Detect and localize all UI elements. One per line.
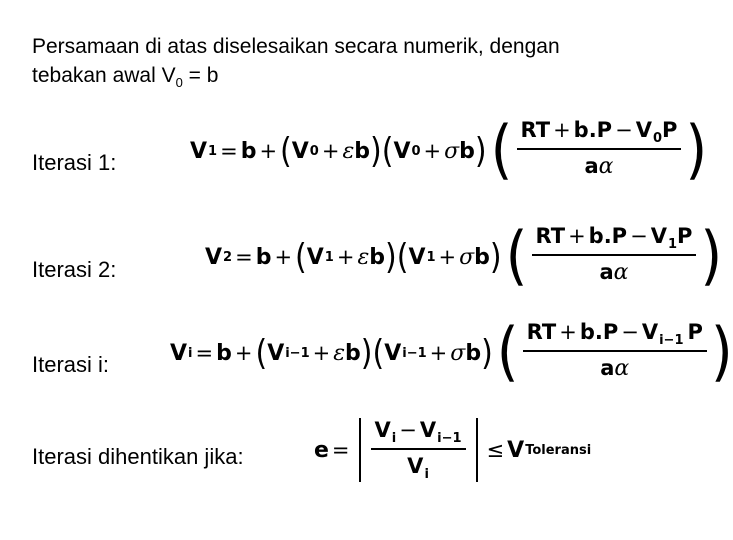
eq-rt: RT [520, 118, 551, 142]
eq-plus: + [423, 139, 442, 163]
eq-prev-subscript: 1 [667, 237, 677, 252]
label-iterasi-dihentikan: Iterasi dihentikan jika: [32, 444, 244, 469]
eq-tolerance-subscript: Toleransi [525, 442, 592, 458]
equation-iterasi-2 [205, 219, 723, 294]
eq-cur-subscript: i [391, 431, 397, 446]
intro-line-2 [32, 61, 560, 97]
eq-prev-subscript: i−1 [285, 345, 310, 361]
eq-plus: + [429, 341, 448, 365]
eq-big-lparen: ( [505, 219, 528, 294]
eq-rparen: ) [474, 130, 487, 172]
eq-big-lparen: ( [490, 113, 513, 188]
eq-rparen: ) [360, 332, 373, 374]
eq-var-v: V [291, 138, 309, 164]
eq-var-v: V [407, 454, 424, 478]
eq-prev-subscript: 0 [309, 143, 319, 159]
eq-var-v: V [267, 340, 285, 366]
eq-numerator [517, 118, 682, 148]
eq-var-v: V [641, 320, 659, 344]
eq-prev-subscript: 0 [411, 143, 421, 159]
eq-var-v: V [650, 224, 667, 248]
eq-var-v: V [190, 138, 208, 164]
eq-equals: = [220, 139, 238, 163]
eq-factor-1 [295, 236, 397, 278]
eq-denominator [584, 150, 613, 179]
eq-big-rparen: ) [685, 113, 708, 188]
eq-rparen: ) [489, 236, 502, 278]
eq-b: b [459, 138, 475, 164]
eq-minus: − [621, 320, 639, 344]
eq-fraction [532, 224, 697, 290]
eq-rt: RT [535, 224, 566, 248]
eq-bp: b.P [573, 118, 613, 142]
eq-prev-subscript: i−1 [402, 345, 427, 361]
eq-lhs-subscript: i [188, 345, 193, 361]
eq-lhs-subscript: 1 [208, 143, 218, 159]
eq-var-v: V [507, 437, 525, 463]
eq-epsilon: ε [342, 138, 355, 164]
eq-prev-subscript: 1 [324, 249, 334, 265]
eq-var-v: V [374, 418, 391, 442]
eq-equals: = [195, 341, 214, 365]
eq-var-v: V [393, 138, 411, 164]
eq-sigma: σ [459, 244, 475, 270]
eq-alpha: α [613, 260, 629, 285]
eq-plus: + [321, 139, 340, 163]
eq-prev-subscript: i−1 [437, 431, 462, 446]
eq-var-v: V [384, 340, 402, 366]
label-iterasi-2: Iterasi 2: [32, 257, 117, 282]
eq-lparen: ( [381, 130, 394, 172]
eq-big-lparen: ( [496, 315, 519, 390]
eq-var-v: V [635, 118, 652, 142]
eq-lparen: ( [255, 332, 268, 374]
eq-e: e [314, 437, 329, 463]
eq-big-rparen: ) [710, 315, 733, 390]
eq-rparen: ) [370, 130, 382, 172]
eq-plus: + [312, 341, 331, 365]
eq-fraction [523, 320, 707, 386]
eq-plus: + [559, 320, 577, 344]
eq-numerator [532, 224, 697, 254]
eq-rparen: ) [481, 332, 493, 374]
eq-var-v: V [306, 244, 324, 270]
eq-a: a [600, 356, 615, 380]
eq-var-v: V [419, 418, 437, 442]
eq-b: b [216, 340, 232, 366]
eq-big-factor [496, 315, 733, 390]
eq-rparen: ) [385, 236, 397, 278]
eq-a: a [584, 154, 599, 178]
eq-minus: − [630, 224, 648, 248]
eq-absolute-value [353, 418, 484, 482]
eq-plus: + [438, 245, 457, 269]
eq-equals: = [235, 245, 253, 269]
intro-line-1: Persamaan di atas diselesaikan secara numerik, dengan [32, 35, 560, 58]
eq-lhs-subscript: 2 [223, 249, 233, 265]
eq-prev-subscript: i−1 [659, 333, 684, 348]
eq-alpha: α [598, 154, 614, 179]
intro-line-2-text: tebakan awal V [32, 64, 176, 87]
equation-iterasi-1 [190, 113, 708, 188]
eq-abs-right-bar [476, 418, 478, 482]
equation-stop-criterion [314, 418, 591, 482]
eq-lparen: ( [396, 236, 409, 278]
eq-numerator [371, 418, 466, 448]
eq-plus: + [553, 118, 571, 142]
eq-b: b [465, 340, 482, 366]
eq-factor-2 [372, 332, 493, 374]
eq-lparen: ( [280, 130, 292, 172]
eq-fraction [517, 118, 682, 184]
intro-v0-subscript: 0 [175, 75, 183, 91]
eq-p: P [687, 320, 703, 344]
eq-big-rparen: ) [700, 219, 723, 294]
eq-plus: + [336, 245, 355, 269]
eq-var-v: V [170, 340, 188, 366]
eq-leq: ≤ [486, 438, 505, 462]
eq-denominator [600, 352, 629, 381]
eq-factor-1 [280, 130, 382, 172]
eq-p: P [662, 118, 678, 142]
eq-a: a [599, 260, 614, 284]
eq-b: b [369, 244, 386, 270]
eq-lparen: ( [372, 332, 385, 374]
eq-minus: − [399, 418, 417, 442]
eq-p: P [677, 224, 693, 248]
eq-lparen: ( [295, 236, 307, 278]
eq-epsilon: ε [357, 244, 370, 270]
eq-cur-subscript: i [424, 467, 429, 482]
eq-minus: − [615, 118, 633, 142]
eq-bp: b.P [579, 320, 619, 344]
eq-b: b [255, 244, 272, 270]
eq-sigma: σ [450, 340, 466, 366]
eq-b: b [354, 138, 371, 164]
eq-prev-subscript: 1 [426, 249, 436, 265]
label-iterasi-1: Iterasi 1: [32, 150, 117, 175]
eq-prev-subscript: 0 [652, 131, 662, 146]
eq-factor-2 [381, 130, 487, 172]
eq-plus: + [259, 139, 278, 163]
eq-plus: + [274, 245, 293, 269]
eq-equals: = [331, 438, 350, 462]
eq-b: b [345, 340, 361, 366]
eq-epsilon: ε [333, 340, 346, 366]
eq-alpha: α [614, 356, 630, 381]
eq-var-v: V [205, 244, 223, 270]
eq-factor-1 [255, 332, 373, 374]
eq-plus: + [568, 224, 586, 248]
eq-factor-2 [396, 236, 502, 278]
eq-denominator [599, 256, 628, 285]
eq-fraction [371, 418, 466, 482]
eq-sigma: σ [444, 138, 460, 164]
eq-abs-left-bar [359, 418, 361, 482]
eq-big-factor [490, 113, 708, 188]
eq-denominator [407, 450, 429, 482]
eq-big-factor [505, 219, 723, 294]
intro-paragraph [32, 32, 560, 97]
eq-b: b [474, 244, 490, 270]
eq-numerator [523, 320, 707, 350]
label-iterasi-i: Iterasi i: [32, 352, 110, 377]
eq-b: b [240, 138, 257, 164]
eq-rt: RT [526, 320, 557, 344]
eq-bp: b.P [588, 224, 628, 248]
eq-var-v: V [408, 244, 426, 270]
eq-plus: + [234, 341, 253, 365]
equation-iterasi-i [170, 315, 733, 390]
intro-line-2-suffix: = b [182, 64, 219, 87]
